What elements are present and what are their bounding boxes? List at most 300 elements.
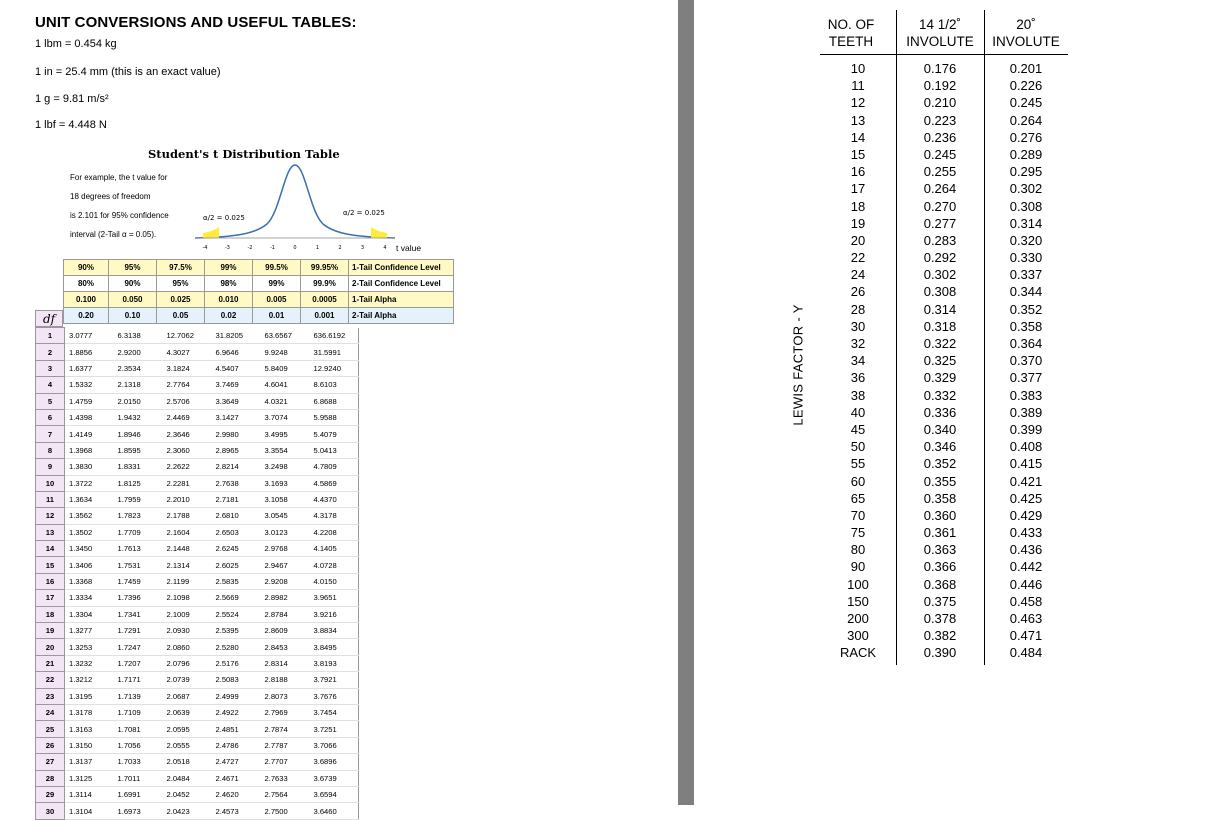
lewis-factor-14-5-cell: 0.363: [923, 542, 957, 558]
conversion-lbf: 1 lbf = 4.448 N: [35, 119, 107, 131]
lewis-factor-14-5-cell: 0.390: [923, 645, 957, 661]
teeth-count-cell: 32: [850, 336, 866, 351]
t-value-cell: 2.8073: [261, 688, 310, 704]
t-value-cell: 1.3634: [65, 491, 114, 507]
t-value-cell: 1.7959: [114, 491, 163, 507]
t-value-cell: 1.9432: [114, 409, 163, 425]
confidence-cell: 95%: [109, 260, 157, 276]
t-value-cell: 2.8609: [261, 623, 310, 639]
df-cell: 11: [36, 491, 65, 507]
conversion-inch: 1 in = 25.4 mm (this is an exact value): [35, 66, 221, 78]
teeth-count-cell: 24: [850, 267, 866, 283]
df-cell: 20: [36, 639, 65, 655]
df-cell: 15: [36, 557, 65, 573]
confidence-cell: 90%: [109, 276, 157, 292]
teeth-count-cell: 17: [850, 181, 866, 197]
t-value-cell: 3.2498: [261, 459, 310, 475]
lewis-factor-14-5-cell: 0.308: [923, 284, 957, 300]
lewis-col-line-1: [896, 10, 897, 665]
t-value-cell: 2.7181: [212, 491, 261, 507]
df-cell: 2: [36, 344, 65, 360]
conversion-lbm: 1 lbm = 0.454 kg: [35, 38, 117, 50]
lewis-factor-14-5-cell: 0.361: [923, 525, 957, 541]
lewis-factor-20-cell: 0.421: [1009, 473, 1043, 489]
t-value-cell: 2.9200: [114, 344, 163, 360]
teeth-count-cell: 100: [847, 576, 869, 592]
table-row: [36, 770, 359, 786]
teeth-count-cell: 30: [850, 318, 866, 334]
confidence-cell: 0.010: [205, 292, 253, 308]
t-value-cell: 1.7459: [114, 573, 163, 589]
t-value-cell: 1.7396: [114, 590, 163, 606]
t-value-cell: 2.5395: [212, 623, 261, 639]
t-value-cell: 1.3722: [65, 475, 114, 491]
lewis-factor-14-5-cell: 0.346: [923, 439, 957, 455]
t-value-cell: 1.3277: [65, 623, 114, 639]
lewis-factor-20-cell: 0.458: [1009, 593, 1043, 609]
axis-tick-label: 4: [383, 245, 387, 251]
confidence-row: [64, 260, 454, 276]
t-value-cell: 1.3334: [65, 590, 114, 606]
header-teeth-line1: NO. OF: [827, 17, 875, 32]
table-row: [36, 344, 359, 360]
t-value-cell: 3.7251: [310, 721, 359, 737]
t-value-cell: 1.7341: [114, 606, 163, 622]
t-value-cell: 2.0595: [163, 721, 212, 737]
confidence-cell: 0.01: [253, 308, 301, 324]
t-value-cell: 2.0555: [163, 737, 212, 753]
df-cell: 16: [36, 573, 65, 589]
t-value-cell: 4.2208: [310, 524, 359, 540]
confidence-cell: 99.5%: [253, 260, 301, 276]
t-value-cell: 2.7707: [261, 754, 310, 770]
t-value-cell: 2.8982: [261, 590, 310, 606]
df-cell: 24: [36, 704, 65, 720]
lewis-factor-20-cell: 0.433: [1009, 525, 1043, 541]
teeth-count-cell: 19: [850, 215, 866, 231]
teeth-count-cell: 60: [850, 473, 866, 489]
table-row: [36, 803, 359, 819]
t-value-cell: 1.5332: [65, 377, 114, 393]
teeth-count-cell: 14: [850, 129, 866, 145]
t-value-cell: 2.0150: [114, 393, 163, 409]
lewis-factor-14-5-cell: 0.245: [923, 146, 957, 162]
confidence-row: [64, 292, 454, 308]
t-value-cell: 2.7874: [261, 721, 310, 737]
t-value-cell: 1.3406: [65, 557, 114, 573]
confidence-cell: 0.100: [64, 292, 109, 308]
teeth-count-cell: 200: [847, 611, 869, 626]
t-value-cell: 2.8314: [261, 655, 310, 671]
example-line-4: interval (2-Tail α = 0.05).: [70, 230, 157, 239]
lewis-factor-20-cell: 0.383: [1009, 387, 1043, 403]
t-value-cell: 2.0687: [163, 688, 212, 704]
t-value-cell: 2.7764: [163, 377, 212, 393]
table-row: [36, 704, 359, 720]
t-value-cell: 2.1604: [163, 524, 212, 540]
df-cell: 14: [36, 541, 65, 557]
t-value-cell: 1.8856: [65, 344, 114, 360]
axis-tick-label: -2: [247, 245, 253, 251]
t-value-cell: 636.6192: [310, 328, 359, 344]
t-value-cell: 4.1405: [310, 541, 359, 557]
lewis-factor-20-cell: 0.484: [1009, 645, 1043, 661]
t-value-cell: 1.7207: [114, 655, 163, 671]
t-value-cell: 5.4079: [310, 426, 359, 442]
t-value-cell: 1.3253: [65, 639, 114, 655]
lewis-factor-20-cell: 0.201: [1009, 61, 1043, 76]
t-value-cell: 1.3304: [65, 606, 114, 622]
t-value-cell: 2.3060: [163, 442, 212, 458]
header-teeth: [820, 16, 882, 50]
t-value-cell: 6.9646: [212, 344, 261, 360]
t-table-title: Student's t Distribution Table: [148, 147, 340, 161]
t-value-cell: 2.4786: [212, 737, 261, 753]
t-value-cell: 3.6594: [310, 786, 359, 802]
df-cell: 25: [36, 721, 65, 737]
t-value-cell: 4.5407: [212, 360, 261, 376]
table-row: [36, 541, 359, 557]
df-cell: 30: [36, 803, 65, 819]
t-value-axis-label: t value: [396, 243, 422, 253]
df-cell: 13: [36, 524, 65, 540]
t-value-cell: 1.7709: [114, 524, 163, 540]
teeth-count-cell: 38: [850, 387, 866, 403]
t-value-cell: 2.5835: [212, 573, 261, 589]
header-14-5-involute: [900, 16, 980, 50]
lewis-factor-14-5-cell: 0.336: [923, 404, 957, 420]
t-value-cell: 1.3150: [65, 737, 114, 753]
t-value-cell: 1.3450: [65, 541, 114, 557]
lewis-factor-14-5-cell: 0.223: [923, 112, 957, 128]
axis-tick-label: 1: [315, 245, 320, 251]
t-value-cell: 2.0452: [163, 786, 212, 802]
t-value-cell: 3.6896: [310, 754, 359, 770]
table-row: [36, 508, 359, 524]
lewis-factor-20-cell: 0.471: [1009, 628, 1043, 644]
confidence-row-label: 2-Tail Alpha: [349, 308, 454, 324]
lewis-col-line-2: [984, 10, 985, 665]
df-cell: 6: [36, 409, 65, 425]
lewis-teeth-column: [824, 60, 892, 662]
t-value-cell: 2.3534: [114, 360, 163, 376]
teeth-count-cell: 26: [850, 284, 866, 300]
confidence-cell: 0.050: [109, 292, 157, 308]
header-14-5-line1: 14 1/2˚: [918, 17, 962, 32]
df-cell: 29: [36, 786, 65, 802]
lewis-factor-20-cell: 0.337: [1009, 267, 1043, 283]
t-value-cell: 4.0321: [261, 393, 310, 409]
t-value-cell: 5.8409: [261, 360, 310, 376]
t-value-cell: 2.0739: [163, 672, 212, 688]
t-distribution-curve: [195, 160, 395, 252]
df-cell: 23: [36, 688, 65, 704]
t-value-cell: 1.7081: [114, 721, 163, 737]
lewis-factor-20-cell: 0.358: [1009, 318, 1043, 334]
t-value-cell: 4.6041: [261, 377, 310, 393]
confidence-cell: 97.5%: [157, 260, 205, 276]
teeth-count-cell: 70: [850, 507, 866, 523]
lewis-factor-20-cell: 0.463: [1009, 611, 1043, 626]
t-value-cell: 12.7062: [163, 328, 212, 344]
t-value-cell: 3.0777: [65, 328, 114, 344]
t-value-cell: 3.1824: [163, 360, 212, 376]
t-value-cell: 3.0545: [261, 508, 310, 524]
t-value-cell: 2.4922: [212, 704, 261, 720]
table-row: [36, 393, 359, 409]
left-tail-area: [203, 227, 219, 238]
t-value-cell: 2.9768: [261, 541, 310, 557]
teeth-count-cell: 80: [850, 542, 866, 558]
t-value-cell: 1.8595: [114, 442, 163, 458]
lewis-factor-20-cell: 0.408: [1009, 439, 1043, 455]
alpha-left-label: α/2 = 0.025: [203, 214, 245, 222]
t-value-cell: 2.8214: [212, 459, 261, 475]
t-value-cell: 1.7613: [114, 541, 163, 557]
lewis-factor-20-cell: 0.226: [1009, 78, 1043, 94]
table-row: [36, 377, 359, 393]
lewis-factor-14-5-cell: 0.382: [923, 628, 957, 644]
table-row: [36, 737, 359, 753]
t-value-cell: 2.7633: [261, 770, 310, 786]
t-value-cell: 2.7564: [261, 786, 310, 802]
t-value-cell: 2.1318: [114, 377, 163, 393]
example-line-2: 18 degrees of freedom: [70, 192, 151, 201]
lewis-factor-20-cell: 0.436: [1009, 542, 1043, 558]
lewis-factor-14-5-cell: 0.255: [923, 164, 957, 180]
t-value-cell: 1.3104: [65, 803, 114, 819]
confidence-cell: 0.10: [109, 308, 157, 324]
lewis-factor-20-cell: 0.429: [1009, 507, 1043, 523]
t-value-cell: 2.0860: [163, 639, 212, 655]
teeth-count-cell: 36: [850, 370, 866, 386]
table-row: [36, 655, 359, 671]
t-value-cell: 2.6810: [212, 508, 261, 524]
axis-tick-label: 0: [293, 245, 297, 251]
lewis-factor-14-5-cell: 0.352: [923, 456, 957, 472]
t-value-cell: 8.6103: [310, 377, 359, 393]
lewis-factor-20-cell: 0.352: [1009, 301, 1043, 317]
df-cell: 5: [36, 393, 65, 409]
lewis-factor-14-5-cell: 0.264: [923, 181, 957, 197]
lewis-header-rule: [820, 54, 1068, 55]
t-value-cell: 3.1693: [261, 475, 310, 491]
t-value-cell: 3.8193: [310, 655, 359, 671]
table-row: [36, 590, 359, 606]
header-20-line1: 20˚: [1016, 17, 1036, 32]
df-cell: 22: [36, 672, 65, 688]
teeth-count-cell: 22: [850, 250, 866, 266]
t-value-cell: 1.3502: [65, 524, 114, 540]
t-value-cell: 6.8688: [310, 393, 359, 409]
t-value-cell: 2.5706: [163, 393, 212, 409]
df-header: df: [35, 310, 63, 327]
t-value-cell: 1.7291: [114, 623, 163, 639]
lewis-factor-20-cell: 0.330: [1009, 250, 1043, 266]
t-value-cell: 3.7074: [261, 409, 310, 425]
teeth-count-cell: 11: [851, 78, 865, 94]
axis-tick-label: -1: [270, 245, 275, 251]
df-cell: 19: [36, 623, 65, 639]
teeth-count-cell: 45: [850, 421, 866, 437]
t-value-cell: 1.3178: [65, 704, 114, 720]
lewis-factor-20-cell: 0.320: [1009, 232, 1043, 248]
df-cell: 17: [36, 590, 65, 606]
confidence-cell: 0.0005: [301, 292, 349, 308]
t-value-cell: 3.7676: [310, 688, 359, 704]
conversions-title: UNIT CONVERSIONS AND USEFUL TABLES:: [35, 14, 357, 31]
t-value-cell: 3.6460: [310, 803, 359, 819]
t-value-cell: 1.3368: [65, 573, 114, 589]
lewis-factor-14-5-cell: 0.358: [923, 490, 957, 506]
t-value-cell: 2.6025: [212, 557, 261, 573]
t-value-cell: 4.5869: [310, 475, 359, 491]
t-value-cell: 2.2281: [163, 475, 212, 491]
t-values-table: [35, 327, 359, 820]
confidence-cell: 0.20: [64, 308, 109, 324]
table-row: [36, 459, 359, 475]
teeth-count-cell: 13: [850, 112, 866, 128]
df-cell: 3: [36, 360, 65, 376]
t-value-cell: 1.4149: [65, 426, 114, 442]
axis-tick-label: -4: [202, 245, 208, 251]
teeth-count-cell: 40: [850, 404, 866, 420]
t-value-cell: 31.5991: [310, 344, 359, 360]
t-value-cell: 2.1098: [163, 590, 212, 606]
example-line-3: is 2.101 for 95% confidence: [70, 211, 169, 220]
header-20-involute: [988, 16, 1064, 50]
table-row: [36, 491, 359, 507]
t-value-cell: 3.1058: [261, 491, 310, 507]
table-row: [36, 409, 359, 425]
lewis-factor-20-cell: 0.245: [1009, 95, 1043, 111]
t-value-cell: 2.4727: [212, 754, 261, 770]
lewis-factor-14-5-cell: 0.378: [923, 611, 957, 626]
lewis-factor-20-cell: 0.415: [1009, 456, 1043, 472]
header-20-line2: INVOLUTE: [992, 34, 1060, 49]
lewis-factor-14-5-cell: 0.340: [923, 421, 957, 437]
lewis-factor-14-5-cell: 0.270: [923, 198, 957, 214]
axis-tick-label: 2: [338, 245, 342, 251]
t-value-cell: 1.8946: [114, 426, 163, 442]
t-value-cell: 3.9651: [310, 590, 359, 606]
teeth-count-cell: 75: [850, 525, 866, 541]
t-value-cell: 1.8331: [114, 459, 163, 475]
t-value-cell: 1.7247: [114, 639, 163, 655]
lewis-factor-20-cell: 0.302: [1009, 181, 1043, 197]
table-row: [36, 475, 359, 491]
lewis-factor-14-5-cell: 0.176: [923, 61, 957, 76]
teeth-count-cell: RACK: [839, 645, 877, 661]
t-value-cell: 12.9240: [310, 360, 359, 376]
t-value-cell: 9.9248: [261, 344, 310, 360]
t-value-cell: 2.9208: [261, 573, 310, 589]
lewis-factor-14-5-cell: 0.236: [923, 129, 957, 145]
lewis-factor-20-cell: 0.442: [1009, 559, 1043, 575]
lewis-factor-14-5-cell: 0.325: [923, 353, 957, 369]
lewis-factor-14-5-cell: 0.366: [923, 559, 957, 575]
lewis-factor-20-cell: 0.264: [1009, 112, 1043, 128]
lewis-factor-20-cell: 0.377: [1009, 370, 1043, 386]
t-value-cell: 2.5083: [212, 672, 261, 688]
confidence-cell: 0.005: [253, 292, 301, 308]
t-value-cell: 2.5524: [212, 606, 261, 622]
lewis-factor-20-cell: 0.370: [1009, 353, 1043, 369]
teeth-count-cell: 150: [847, 593, 869, 609]
t-value-cell: 2.0930: [163, 623, 212, 639]
table-row: [36, 672, 359, 688]
t-value-cell: 3.7066: [310, 737, 359, 753]
t-value-cell: 2.4620: [212, 786, 261, 802]
teeth-count-cell: 28: [850, 301, 866, 317]
t-value-cell: 3.4995: [261, 426, 310, 442]
df-cell: 28: [36, 770, 65, 786]
lewis-factor-14-5-cell: 0.318: [923, 318, 957, 334]
df-cell: 27: [36, 754, 65, 770]
t-value-cell: 2.4671: [212, 770, 261, 786]
teeth-count-cell: 300: [847, 628, 869, 644]
t-value-cell: 5.9588: [310, 409, 359, 425]
t-value-cell: 2.9467: [261, 557, 310, 573]
t-value-cell: 2.0518: [163, 754, 212, 770]
df-cell: 26: [36, 737, 65, 753]
t-value-cell: 2.0484: [163, 770, 212, 786]
axis-tick-label: 3: [360, 245, 365, 251]
lewis-factor-20-cell: 0.308: [1009, 198, 1043, 214]
lewis-factor-20-cell: 0.314: [1009, 215, 1043, 231]
lewis-factor-20-cell: 0.425: [1009, 490, 1043, 506]
teeth-count-cell: 16: [850, 164, 866, 180]
t-value-cell: 3.8834: [310, 623, 359, 639]
teeth-count-cell: 55: [850, 456, 866, 472]
t-value-cell: 1.3137: [65, 754, 114, 770]
table-row: [36, 639, 359, 655]
confidence-cell: 98%: [205, 276, 253, 292]
df-cell: 18: [36, 606, 65, 622]
table-row: [36, 524, 359, 540]
t-value-cell: 1.3125: [65, 770, 114, 786]
t-value-cell: 1.3163: [65, 721, 114, 737]
header-teeth-line2: TEETH: [828, 34, 874, 49]
lewis-factor-14-5-cell: 0.292: [923, 250, 957, 266]
table-row: [36, 557, 359, 573]
lewis-20-column: [988, 60, 1064, 662]
df-cell: 1: [36, 328, 65, 344]
lewis-14-5-column: [900, 60, 980, 662]
df-cell: 7: [36, 426, 65, 442]
t-value-cell: 1.3212: [65, 672, 114, 688]
t-value-cell: 6.3138: [114, 328, 163, 344]
lewis-factor-20-cell: 0.446: [1009, 576, 1043, 592]
t-value-cell: 2.1199: [163, 573, 212, 589]
t-value-cell: 2.0639: [163, 704, 212, 720]
table-row: [36, 623, 359, 639]
t-value-cell: 1.3562: [65, 508, 114, 524]
lewis-side-label-text: LEWIS FACTOR - Y: [790, 304, 806, 426]
t-value-cell: 2.8453: [261, 639, 310, 655]
t-value-cell: 1.7823: [114, 508, 163, 524]
t-value-cell: 2.8784: [261, 606, 310, 622]
t-value-cell: 2.0796: [163, 655, 212, 671]
confidence-row-label: 1-Tail Confidence Level: [349, 260, 454, 276]
t-value-cell: 2.4469: [163, 409, 212, 425]
t-value-cell: 1.3968: [65, 442, 114, 458]
t-value-cell: 1.7011: [114, 770, 163, 786]
t-value-cell: 2.6503: [212, 524, 261, 540]
lewis-factor-14-5-cell: 0.283: [923, 232, 957, 248]
t-value-cell: 2.8188: [261, 672, 310, 688]
teeth-count-cell: 90: [850, 559, 866, 575]
